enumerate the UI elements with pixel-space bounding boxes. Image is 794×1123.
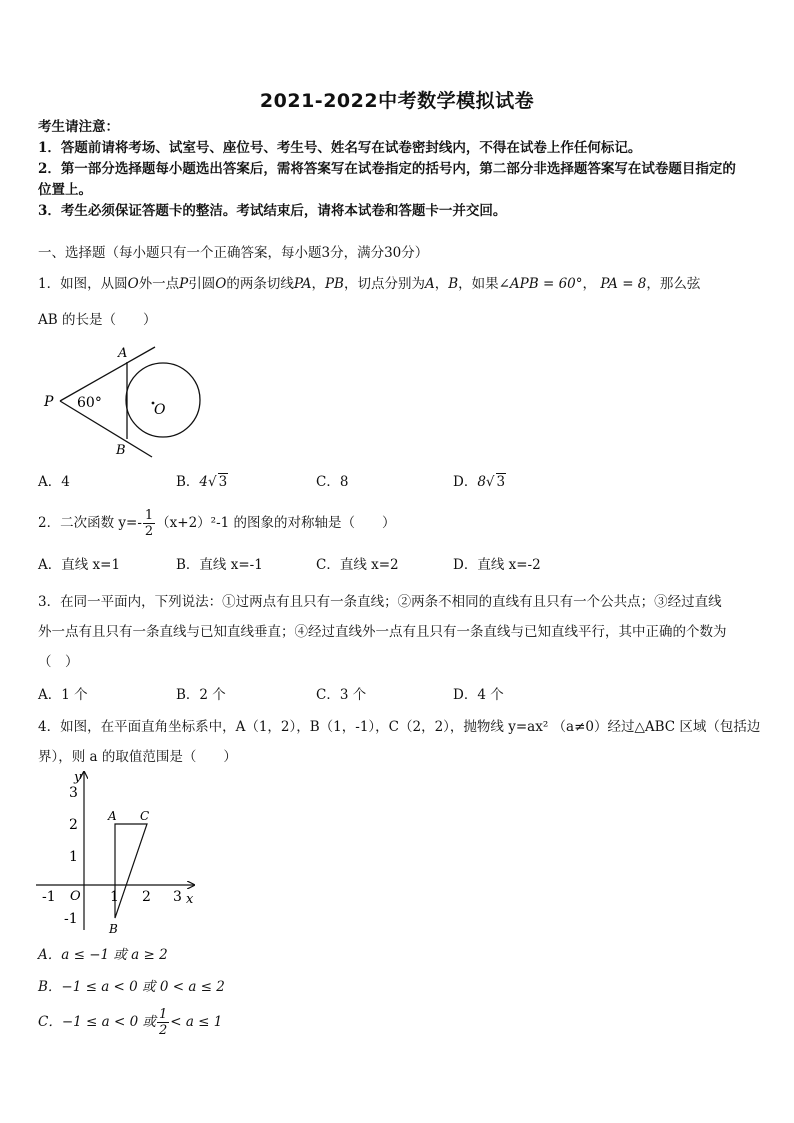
q1-var-O: O bbox=[127, 276, 139, 292]
x-axis-label: x bbox=[186, 892, 194, 907]
q2-option-c[interactable]: C．直线 x=2 bbox=[316, 557, 399, 573]
q2-stem bbox=[38, 506, 396, 540]
fig-angle-label: 60° bbox=[77, 395, 102, 411]
q4-option-c[interactable] bbox=[38, 1005, 222, 1039]
x-tick-label: 3 bbox=[173, 889, 182, 905]
q1-text: ， bbox=[434, 276, 449, 292]
notice-item-3: 3．考生必须保证答题卡的整洁。考试结束后，请将本试卷和答题卡一并交回。 bbox=[38, 203, 507, 219]
tangent-PB bbox=[60, 401, 152, 457]
q1-text: ， bbox=[311, 276, 325, 292]
page-title: 2021-2022中考数学模拟试卷 bbox=[259, 90, 535, 112]
fraction-numerator: 1 bbox=[158, 1007, 168, 1022]
option-value: 8 bbox=[339, 474, 349, 490]
option-label: D． bbox=[453, 474, 478, 490]
q1-var-B: B bbox=[448, 276, 459, 292]
option-radicand: 3 bbox=[496, 474, 506, 490]
option-value: 8 bbox=[477, 474, 486, 490]
q1-option-a[interactable] bbox=[38, 472, 70, 492]
x-tick-label: -1 bbox=[42, 889, 56, 905]
q3-stem-line3: （ ） bbox=[38, 654, 79, 670]
q1-stem-line1 bbox=[38, 274, 700, 294]
notice-item-1: 1．答题前请将考场、试室号、座位号、考生号、姓名写在试卷密封线内，不得在试卷上作任何标记。 bbox=[38, 140, 642, 156]
section-heading: 一、选择题（每小题只有一个正确答案，每小题3分，满分30分） bbox=[38, 245, 429, 261]
q1-var-O: O bbox=[215, 276, 227, 292]
q1-option-d[interactable]: D．8√ 3 bbox=[453, 474, 506, 490]
q3-stem-line1: 3．在同一平面内，下列说法：①过两点有且只有一条直线；②两条不相同的直线有且只有一个公共点；③经过直线 bbox=[38, 594, 722, 610]
q2-fraction bbox=[143, 508, 155, 539]
q2-text: （x+2）²-1 的图象的对称轴是（ ） bbox=[156, 515, 396, 531]
q1-text: 引圆 bbox=[188, 276, 216, 292]
q3-stem-line2: 外一点有且只有一条直线与已知直线垂直；④经过直线外一点有且只有一条直线与已知直线平行，其中正确的个数为 bbox=[38, 624, 727, 640]
y-tick-label: -1 bbox=[64, 911, 78, 927]
fraction-denominator: 2 bbox=[158, 1023, 168, 1038]
circle-O bbox=[126, 363, 200, 437]
q1-text: 的两条切线 bbox=[226, 276, 294, 292]
q2-option-b[interactable]: B．直线 x=-1 bbox=[176, 557, 263, 573]
q2-option-a[interactable]: A．直线 x=1 bbox=[38, 557, 121, 573]
fig-label-O: O bbox=[154, 402, 166, 418]
q4-c-fraction bbox=[157, 1007, 169, 1038]
option-label: B． bbox=[176, 474, 200, 490]
q3-option-b[interactable]: B．2 个 bbox=[176, 687, 226, 703]
option-label: A． bbox=[38, 474, 62, 490]
q1-text: ， bbox=[582, 276, 597, 292]
q4-option-a[interactable]: A．a ≤ −1 或 a ≥ 2 bbox=[38, 947, 168, 963]
q1-text: ，那么弦 bbox=[646, 276, 701, 292]
q4-stem-line2: 界），则 a 的取值范围是（ ） bbox=[38, 749, 237, 765]
q1-option-c[interactable] bbox=[316, 472, 348, 492]
option-value: 4 bbox=[199, 474, 209, 490]
q1-circle-figure bbox=[40, 340, 210, 462]
q1-text: ，如果 bbox=[458, 276, 499, 292]
y-tick-label: 3 bbox=[69, 785, 78, 801]
q1-option-b[interactable]: B．4√ 3 bbox=[176, 474, 228, 490]
q1-var-A: A bbox=[424, 276, 435, 292]
tangent-PA bbox=[60, 347, 155, 401]
q3-option-d[interactable]: D．4 个 bbox=[453, 687, 504, 703]
option-radicand: 3 bbox=[218, 474, 228, 490]
q1-text: 外一点 bbox=[138, 276, 180, 292]
y-tick-label: 2 bbox=[69, 817, 78, 833]
q1-var-P: P bbox=[179, 276, 189, 292]
q1-text: 1．如图，从圆 bbox=[38, 276, 128, 292]
q2-text: 2．二次函数 y=- bbox=[38, 515, 142, 531]
fig-label-P: P bbox=[44, 394, 54, 410]
x-tick-label: 2 bbox=[142, 889, 151, 905]
q2-option-d[interactable]: D．直线 x=-2 bbox=[453, 557, 541, 573]
fig-label-B: B bbox=[116, 443, 126, 458]
fraction-denominator: 2 bbox=[144, 524, 154, 539]
origin-label: O bbox=[70, 889, 81, 904]
q4-option-b[interactable]: B．−1 ≤ a < 0 或 0 < a ≤ 2 bbox=[38, 979, 225, 995]
option-text: < a ≤ 1 bbox=[170, 1014, 223, 1030]
q1-pa-value: PA = 8 bbox=[600, 276, 647, 292]
notice-item-2-cont: 位置上。 bbox=[38, 182, 92, 198]
option-value: 4 bbox=[61, 474, 70, 490]
q4-stem-line1: 4．如图，在平面直角坐标系中，A（1，2），B（1，-1），C（2，2），抛物线 y=ax² （a≠0）经过△ABC 区域（包括边 bbox=[38, 719, 761, 735]
point-C-label: C bbox=[140, 809, 150, 823]
fig-label-A: A bbox=[118, 346, 128, 361]
point-B-label: B bbox=[109, 922, 118, 936]
q1-var-PA: PA bbox=[293, 276, 312, 292]
q3-option-a[interactable]: A．1 个 bbox=[38, 687, 88, 703]
option-text: C．−1 ≤ a < 0 或 bbox=[38, 1014, 156, 1030]
point-A-label: A bbox=[108, 809, 117, 823]
notice-item-2: 2．第一部分选择题每小题选出答案后，需将答案写在试卷指定的括号内，第二部分非选择题答案写在试卷题目指定的 bbox=[38, 161, 736, 177]
notice-heading: 考生请注意： bbox=[38, 119, 119, 135]
q3-option-c[interactable]: C．3 个 bbox=[316, 687, 367, 703]
q4-coordinate-figure bbox=[36, 768, 200, 940]
fraction-numerator: 1 bbox=[144, 508, 154, 523]
y-axis-label: y bbox=[74, 770, 82, 785]
q1-stem-line2: AB 的长是（ ） bbox=[38, 312, 157, 328]
option-label: C． bbox=[316, 474, 340, 490]
y-tick-label: 1 bbox=[69, 849, 78, 865]
q1-text: ，切点分别为 bbox=[343, 276, 425, 292]
x-tick-label: 1 bbox=[110, 889, 119, 905]
q1-var-PB: PB bbox=[324, 276, 344, 292]
q1-angle: ∠APB = 60° bbox=[498, 276, 583, 292]
